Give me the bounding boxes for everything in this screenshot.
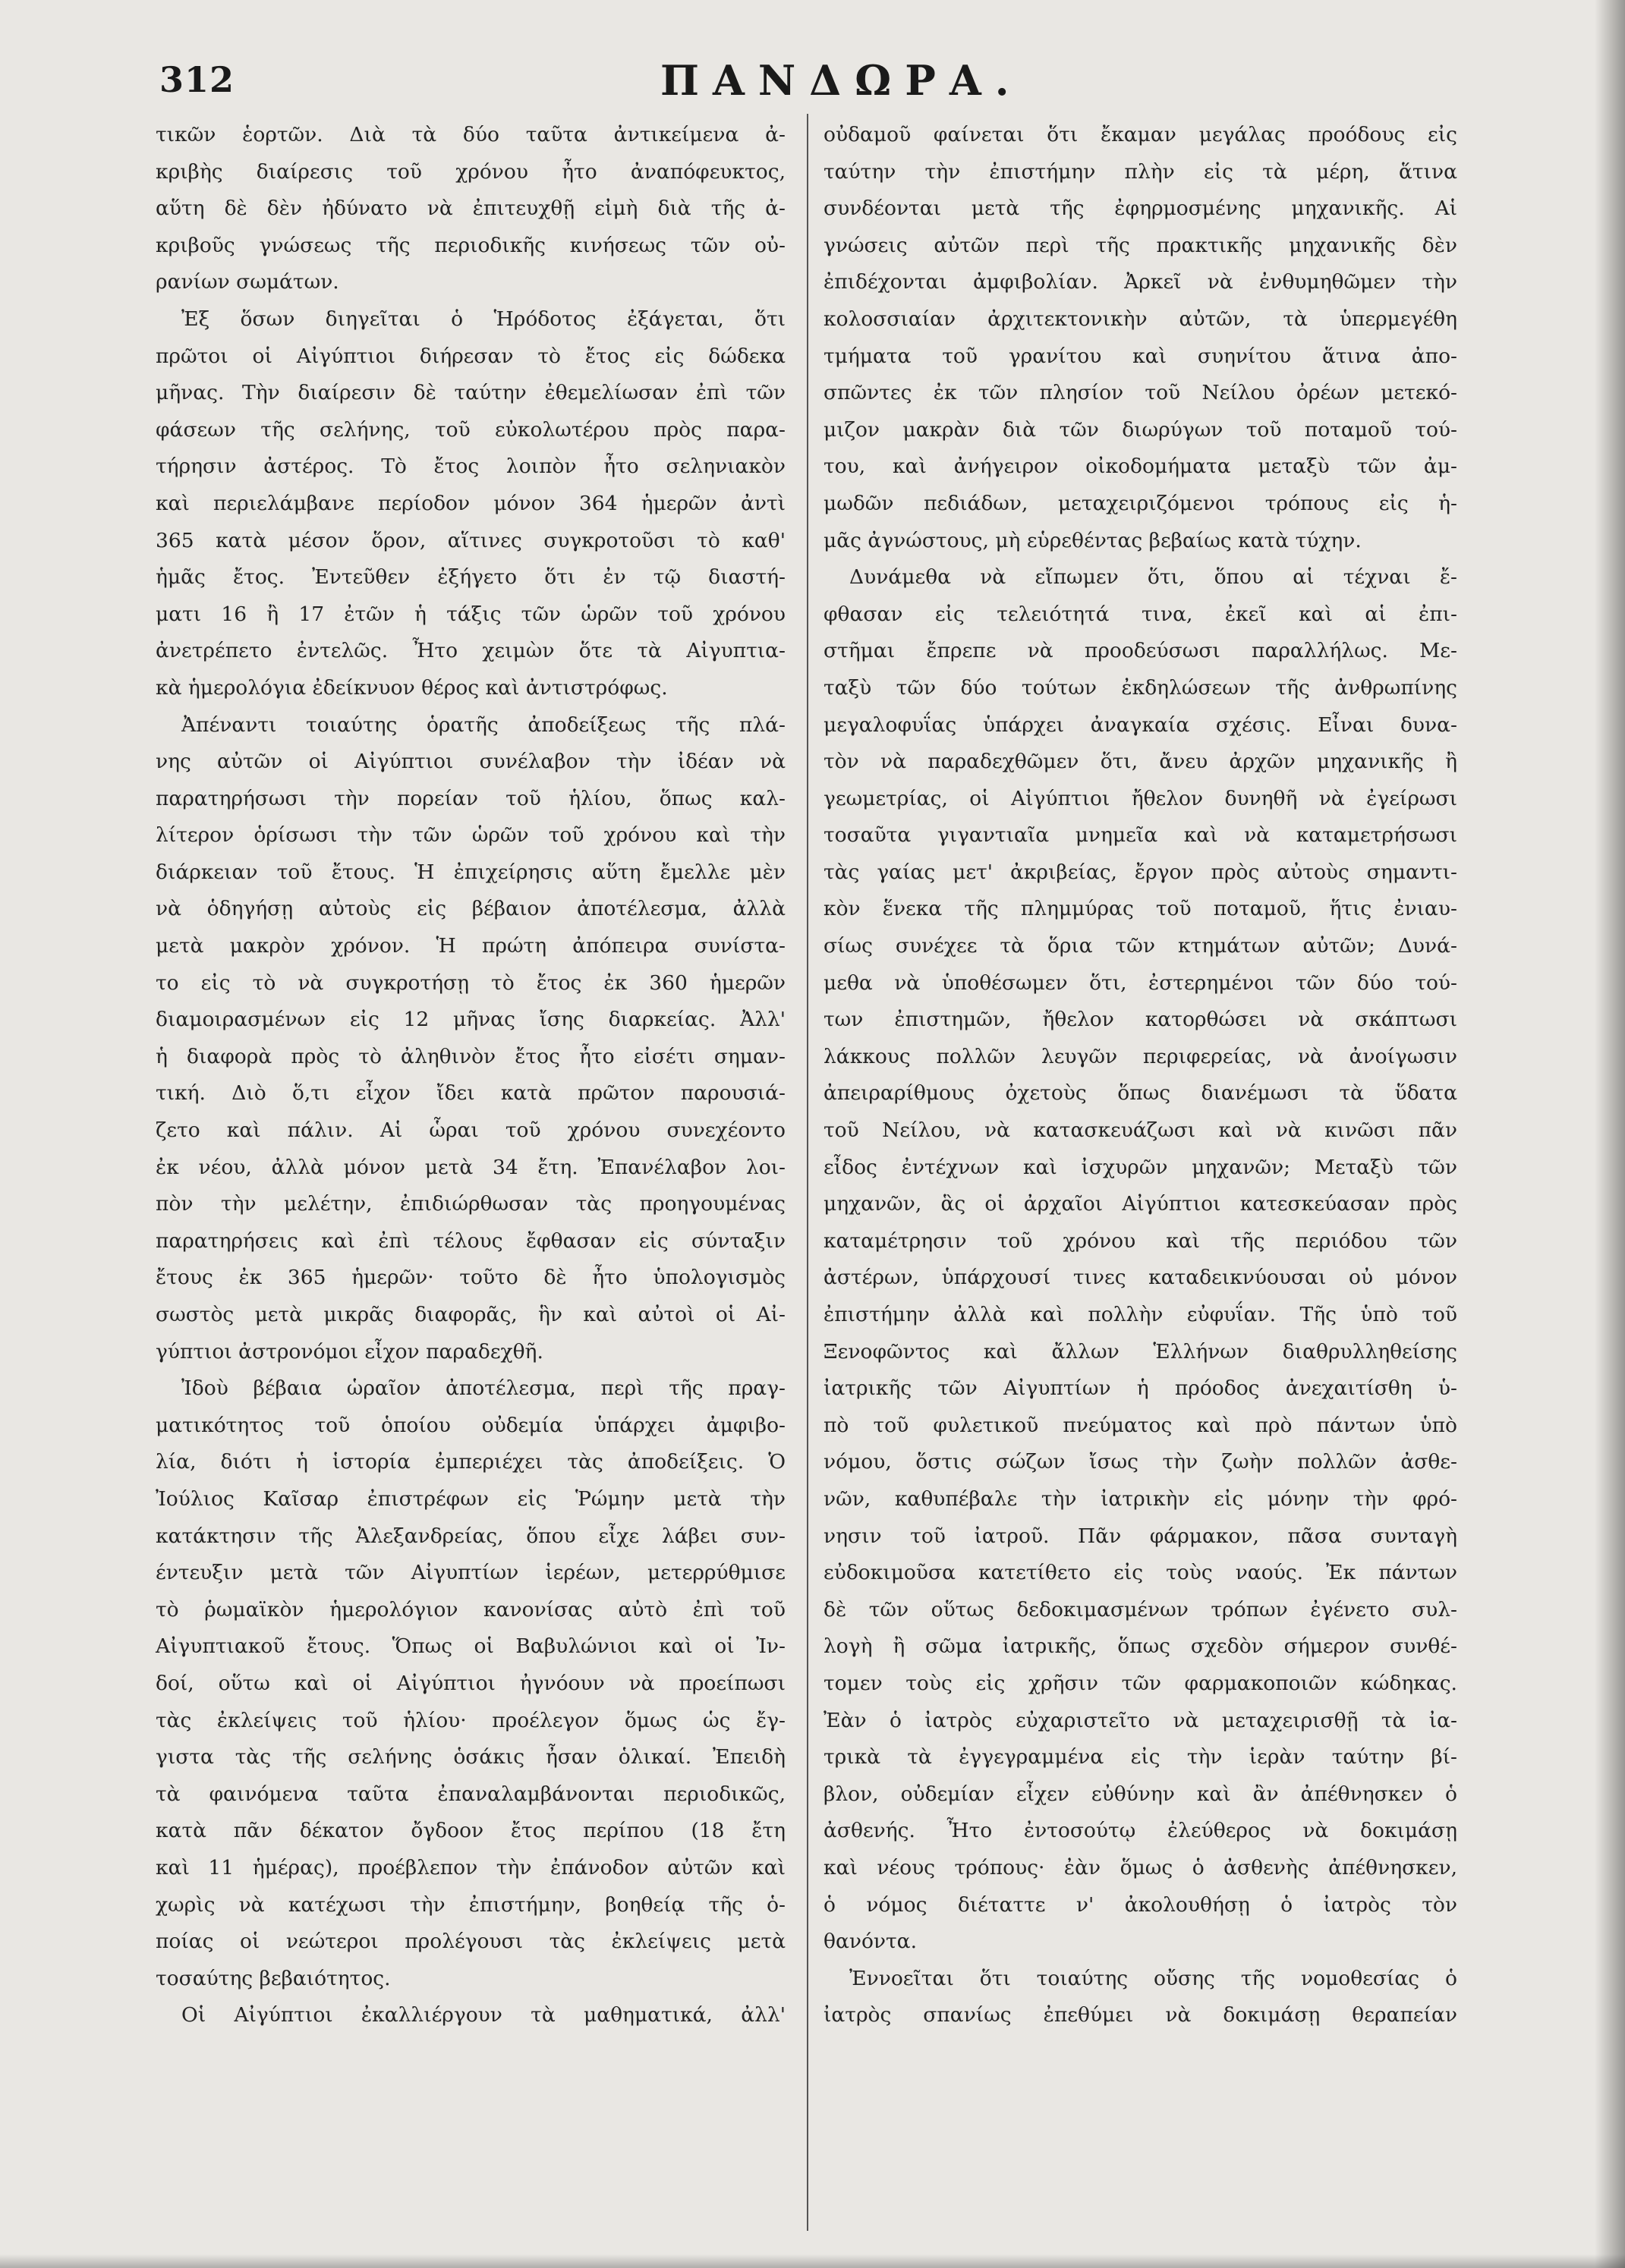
text-line: γύπτιοι ἀστρονόμοι εἶχον παραδεχθῆ.: [156, 1339, 543, 1364]
text-line: νόμου, ὅστις σώζων ἴσως τὴν ζωὴν πολλῶν ἀσθε-: [824, 1450, 1457, 1474]
text-line: τική. Διὸ ὅ,τι εἶχον ἴδει κατὰ πρῶτον παρουσιά-: [156, 1081, 786, 1106]
text-line: ἐκ νέου, ἀλλὰ μόνον μετὰ 34 ἔτη. Ἐπανέλαβον λοι-: [156, 1155, 786, 1179]
text-line: Ἰδοὺ βέβαια ὡραῖον ἀποτέλεσμα, περὶ τῆς πραγ-: [181, 1376, 786, 1401]
text-line: νησιν τοῦ ἰατροῦ. Πᾶν φάρμακον, πᾶσα συνταγὴ: [824, 1524, 1457, 1548]
text-line: μιζον μακρὰν διὰ τῶν διωρύγων τοῦ ποταμοῦ τού-: [824, 417, 1457, 442]
text-line: ταξὺ τῶν δύο τούτων ἐκδηλώσεων τῆς ἀνθρωπίνης: [824, 675, 1457, 700]
text-line: εἶδος ἐντέχνων καὶ ἰσχυρῶν μηχανῶν; Μεταξὺ τῶν: [824, 1155, 1457, 1179]
text-line: πρῶτοι οἱ Αἰγύπτιοι διήρεσαν τὸ ἔτος εἰς δώδεκα: [156, 344, 786, 368]
text-line: μᾶς ἀγνώστους, μὴ εὑρεθέντας βεβαίως κατὰ τύχην.: [824, 528, 1362, 552]
text-line: δὲ τῶν οὕτως δεδοκιμασμένων τρόπων ἐγένετο συλ-: [824, 1597, 1457, 1622]
text-line: Αἰγυπτιακοῦ ἔτους. Ὅπως οἱ Βαβυλώνιοι καὶ οἱ Ἰν-: [156, 1634, 786, 1659]
text-line: τοσαύτης βεβαιότητος.: [156, 1966, 391, 1990]
text-line: τοσαῦτα γιγαντιαῖα μνημεῖα καὶ νὰ καταμετρήσωσι: [824, 823, 1457, 848]
text-line: αὕτη δὲ δὲν ἠδύνατο νὰ ἐπιτευχθῇ εἰμὴ διὰ τῆς ἀ-: [156, 197, 786, 221]
text-line: ἀσθενής. Ἦτο ἐντοσούτῳ ἐλεύθερος νὰ δοκιμάσῃ: [824, 1819, 1457, 1843]
page-gutter-shadow: [1595, 0, 1625, 2268]
text-line: καὶ περιελάμβανε περίοδον μόνον 364 ἡμερῶν ἀντὶ: [156, 491, 786, 515]
text-line: πὸ τοῦ φυλετικοῦ πνεύματος καὶ πρὸ πάντων ὑπὸ: [824, 1413, 1457, 1437]
text-line: ρανίων σωμάτων.: [156, 270, 339, 294]
text-line: χωρὶς νὰ κατέχωσι τὴν ἐπιστήμην, βοηθείᾳ τῆς ὁ-: [156, 1892, 786, 1917]
text-line: δοί, οὕτω καὶ οἱ Αἰγύπτιοι ἠγνόουν νὰ προείπωσι: [156, 1671, 786, 1695]
text-line: τοῦ Νείλου, νὰ κατασκευάζωσι καὶ νὰ κινῶσι πᾶν: [824, 1118, 1457, 1143]
text-line: ματι 16 ἢ 17 ἐτῶν ἡ τάξις τῶν ὡρῶν τοῦ χρόνου: [156, 602, 786, 626]
text-line: θανόντα.: [824, 1930, 918, 1954]
text-line: γεωμετρίας, οἱ Αἰγύπτιοι ἤθελον δυνηθῆ νὰ ἐγείρωσι: [824, 786, 1457, 810]
text-line: εὐδοκιμοῦσα κατετίθετο εἰς τοὺς ναούς. Ἐκ πάντων: [824, 1561, 1457, 1585]
text-line: ἰατρικῆς τῶν Αἰγυπτίων ἡ πρόοδος ἀνεχαιτίσθη ὑ-: [824, 1376, 1457, 1401]
text-line: ὁ νόμος διέταττε ν' ἀκολουθήσῃ ὁ ἰατρὸς τὸν: [824, 1892, 1457, 1917]
text-line: μῆνας. Τὴν διαίρεσιν δὲ ταύτην ἐθεμελίωσαν ἐπὶ τῶν: [156, 381, 786, 405]
text-line: Ἐὰν ὁ ἰατρὸς εὐχαριστεῖτο νὰ μεταχειρισθῇ τὰ ἰα-: [824, 1708, 1457, 1732]
text-line: το εἰς τὸ νὰ συγκροτήσῃ τὸ ἔτος ἐκ 360 ἡμερῶν: [156, 970, 786, 995]
text-line: Δυνάμεθα νὰ εἴπωμεν ὅτι, ὅπου αἱ τέχναι ἔ-: [849, 565, 1457, 590]
text-line: λάκκους πολλῶν λευγῶν περιφερείας, νὰ ἀνοίγωσιν: [824, 1044, 1457, 1068]
page-number: 312: [159, 59, 235, 100]
text-line: κατὰ πᾶν δέκατον ὄγδοον ἔτος περίπου (18 ἔτη: [156, 1819, 786, 1843]
text-line: διάρκειαν τοῦ ἔτους. Ἡ ἐπιχείρησις αὕτη ἔμελλε μὲν: [156, 860, 786, 884]
text-line: του, καὶ ἀνήγειρον οἰκοδομήματα μεταξὺ τῶν ἀμ-: [824, 455, 1457, 479]
text-line: τὰς γαίας μετ' ἀκριβείας, ἔργον πρὸς αὐτοὺς σημαντι-: [824, 860, 1457, 884]
text-line: Ἀπέναντι τοιαύτης ὁρατῆς ἀποδείξεως τῆς πλά-: [181, 712, 786, 737]
running-title: ΠΑΝΔΩΡΑ.: [660, 56, 1023, 105]
text-line: τομεν τοὺς εἰς χρῆσιν τῶν φαρμακοποιῶν κώδηκας.: [824, 1671, 1457, 1695]
text-line: ἐπιστήμην ἀλλὰ καὶ πολλὴν εὐφυΐαν. Τῆς ὑπὸ τοῦ: [824, 1303, 1457, 1326]
text-line: διαμοιρασμένων εἰς 12 μῆνας ἴσης διαρκείας. Ἀλλ': [156, 1008, 786, 1032]
text-line: λογὴ ἢ σῶμα ἰατρικῆς, ὅπως σχεδὸν σήμερον συνθέ-: [824, 1634, 1457, 1659]
text-line: Ξενοφῶντος καὶ ἄλλων Ἑλλήνων διαθρυλληθείσης: [824, 1339, 1457, 1364]
text-line: των ἐπιστημῶν, ἤθελον κατορθώσει νὰ σκάπτωσι: [824, 1008, 1457, 1032]
text-line: τὸν νὰ παραδεχθῶμεν ὅτι, ἄνευ ἀρχῶν μηχανικῆς ἢ: [824, 750, 1457, 774]
text-line: ἔτους ἐκ 365 ἡμερῶν· τοῦτο δὲ ἦτο ὑπολογισμὸς: [156, 1266, 786, 1290]
left-column: [156, 117, 786, 2034]
text-line: ἀστέρων, ὑπάρχουσί τινες καταδεικνύουσαι οὐ μόνον: [824, 1266, 1457, 1290]
text-line: γνώσεις αὐτῶν περὶ τῆς πρακτικῆς μηχανικῆς δὲν: [824, 233, 1457, 257]
text-line: κὸν ἕνεκα τῆς πλημμύρας τοῦ ποταμοῦ, ἥτις ἐνιαυ-: [824, 897, 1457, 921]
text-line: συνδέονται μετὰ τῆς ἐφηρμοσμένης μηχανικῆς. Αἱ: [824, 197, 1457, 221]
text-line: Οἱ Αἰγύπτιοι ἐκαλλιέργουν τὰ μαθηματικά, ἀλλ': [181, 2003, 786, 2027]
page-bottom-edge: [0, 2254, 1625, 2268]
text-line: Ἰούλιος Καῖσαρ ἐπιστρέφων εἰς Ῥώμην μετὰ τὴν: [156, 1486, 786, 1511]
text-line: κριβὴς διαίρεσις τοῦ χρόνου ἦτο ἀναπόφευκτος,: [156, 159, 786, 184]
text-line: ἀνετρέπετο ἐντελῶς. Ἦτο χειμὼν ὅτε τὰ Αἰγυπτια-: [156, 639, 786, 663]
text-line: τὰς ἐκλείψεις τοῦ ἡλίου· προέλεγον ὅμως ὡς ἔγ-: [156, 1708, 786, 1732]
text-line: μηχανῶν, ἃς οἱ ἀρχαῖοι Αἰγύπτιοι κατεσκεύασαν πρὸς: [824, 1192, 1457, 1216]
text-line: ζετο καὶ πάλιν. Αἱ ὧραι τοῦ χρόνου συνεχέοντο: [156, 1118, 786, 1143]
text-line: ποίας οἱ νεώτεροι προλέγουσι τὰς ἐκλείψεις μετὰ: [156, 1930, 786, 1954]
text-line: μεθα νὰ ὑποθέσωμεν ὅτι, ἐστερημένοι τῶν δύο τού-: [824, 970, 1457, 995]
text-line: ματικότητος τοῦ ὁποίου οὐδεμία ὑπάρχει ἀμφιβο-: [156, 1413, 786, 1437]
text-line: στῆμαι ἔπρεπε νὰ προοδεύσωσι παραλλήλως. Με-: [824, 639, 1457, 663]
text-line: καταμέτρησιν τοῦ χρόνου καὶ τῆς περιόδου τῶν: [824, 1228, 1457, 1253]
text-line: νὰ ὁδηγήσῃ αὐτοὺς εἰς βέβαιον ἀποτέλεσμα, ἀλλὰ: [156, 897, 786, 921]
text-line: νης αὐτῶν οἱ Αἰγύπτιοι συνέλαβον τὴν ἰδέαν νὰ: [156, 750, 786, 774]
text-line: Ἐννοεῖται ὅτι τοιαύτης οὔσης τῆς νομοθεσίας ὁ: [849, 1966, 1457, 1990]
text-line: κατάκτησιν τῆς Ἀλεξανδρείας, ὅπου εἶχε λάβει συν-: [156, 1524, 786, 1548]
text-line: γιστα τὰς τῆς σελήνης ὁσάκις ἦσαν ὁλικαί. Ἐπειδὴ: [156, 1745, 786, 1769]
column-divider: [807, 114, 808, 2231]
text-line: ἀπειραρίθμους ὀχετοὺς ὅπως διανέμωσι τὰ ὕδατα: [824, 1081, 1457, 1106]
text-line: λία, διότι ἡ ἱστορία ἐμπεριέχει τὰς ἀποδείξεις. Ὁ: [156, 1450, 786, 1474]
text-line: τμήματα τοῦ γρανίτου καὶ συηνίτου ἅτινα ἀπο-: [824, 344, 1457, 368]
text-line: τήρησιν ἀστέρος. Τὸ ἔτος λοιπὸν ἦτο σεληνιακὸν: [156, 455, 786, 479]
text-line: φθασαν εἰς τελειότητά τινα, ἐκεῖ καὶ αἱ ἐπι-: [824, 602, 1457, 626]
text-line: ἰατρὸς σπανίως ἐπεθύμει νὰ δοκιμάσῃ θεραπείαν: [824, 2003, 1457, 2027]
text-line: τὸ ῥωμαϊκὸν ἡμερολόγιον κανονίσας αὐτὸ ἐπὶ τοῦ: [156, 1597, 786, 1622]
text-line: βλον, οὐδεμίαν εἶχεν εὐθύνην καὶ ἂν ἀπέθνησκεν ὁ: [824, 1782, 1457, 1806]
text-line: τικῶν ἑορτῶν. Διὰ τὰ δύο ταῦτα ἀντικείμενα ἀ-: [156, 123, 786, 146]
text-line: ταύτην τὴν ἐπιστήμην πλὴν εἰς τὰ μέρη, ἅτινα: [824, 159, 1457, 184]
text-line: καὶ 11 ἡμέρας), προέβλεπον τὴν ἐπάνοδον αὐτῶν καὶ: [156, 1855, 786, 1880]
text-line: καὶ νέους τρόπους· ἐὰν ὅμως ὁ ἀσθενὴς ἀπέθνησκεν,: [824, 1855, 1457, 1880]
text-line: 365 κατὰ μέσον ὅρον, αἵτινες συγκροτοῦσι τὸ καθ': [156, 528, 786, 552]
text-line: πὸν τὴν μελέτην, ἐπιδιώρθωσαν τὰς προηγουμένας: [156, 1192, 786, 1216]
text-line: οὐδαμοῦ φαίνεται ὅτι ἔκαμαν μεγάλας προόδους εἰς: [824, 123, 1457, 146]
text-line: κὰ ἡμερολόγια ἐδείκνυον θέρος καὶ ἀντιστρόφως.: [156, 675, 668, 700]
text-line: κολοσσιαίαν ἀρχιτεκτονικὴν αὐτῶν, τὰ ὑπερμεγέθη: [824, 307, 1457, 331]
text-line: σίως συνέχεε τὰ ὅρια τῶν κτημάτων αὐτῶν; Δυνά-: [824, 934, 1457, 958]
text-line: έντευξιν μετὰ τῶν Αἰγυπτίων ἱερέων, μετερρύθμισε: [156, 1561, 786, 1585]
text-line: ἐπιδέχονται ἀμφιβολίαν. Ἀρκεῖ νὰ ἐνθυμηθῶμεν τὴν: [824, 270, 1457, 294]
text-line: ἡμᾶς ἔτος. Ἐντεῦθεν ἐξήγετο ὅτι ἐν τῷ διαστή-: [156, 565, 786, 590]
text-line: τρικὰ τὰ ἐγγεγραμμένα εἰς τὴν ἱερὰν ταύτην βί-: [824, 1745, 1457, 1769]
text-line: μετὰ μακρὸν χρόνον. Ἡ πρώτη ἀπόπειρα συνίστα-: [156, 934, 786, 958]
text-line: νῶν, καθυπέβαλε τὴν ἰατρικὴν εἰς μόνην τὴν φρό-: [824, 1486, 1457, 1511]
text-line: μωδῶν πεδιάδων, μεταχειριζόμενοι τρόπους εἰς ἡ-: [824, 491, 1457, 515]
text-line: τὰ φαινόμενα ταῦτα ἐπαναλαμβάνονται περιοδικῶς,: [156, 1782, 786, 1806]
text-line: μεγαλοφυΐας ὑπάρχει ἀναγκαία σχέσις. Εἶναι δυνα-: [824, 712, 1457, 737]
text-line: ἡ διαφορὰ πρὸς τὸ ἀληθινὸν ἔτος ἦτο εἰσέτι σημαν-: [156, 1044, 786, 1068]
page-header: [159, 46, 1564, 106]
text-line: Ἐξ ὅσων διηγεῖται ὁ Ἡρόδοτος ἐξάγεται, ὅτι: [181, 307, 786, 331]
text-line: παρατηρήσεις καὶ ἐπὶ τέλους ἔφθασαν εἰς σύνταξιν: [156, 1228, 786, 1253]
text-line: φάσεων τῆς σελήνης, τοῦ εὐκολωτέρου πρὸς παρα-: [156, 417, 786, 442]
right-column: [824, 117, 1457, 2034]
text-line: σωστὸς μετὰ μικρᾶς διαφορᾶς, ἣν καὶ αὐτοὶ οἱ Αἰ-: [156, 1303, 786, 1326]
text-line: σπῶντες ἐκ τῶν πλησίον τοῦ Νείλου ὀρέων μετεκό-: [824, 381, 1457, 405]
text-line: παρατηρήσωσι τὴν πορείαν τοῦ ἡλίου, ὅπως καλ-: [156, 786, 786, 810]
text-line: κριβοῦς γνώσεως τῆς περιοδικῆς κινήσεως τῶν οὐ-: [156, 233, 786, 257]
text-line: λίτερον ὁρίσωσι τὴν τῶν ὡρῶν τοῦ χρόνου καὶ τὴν: [156, 823, 786, 848]
